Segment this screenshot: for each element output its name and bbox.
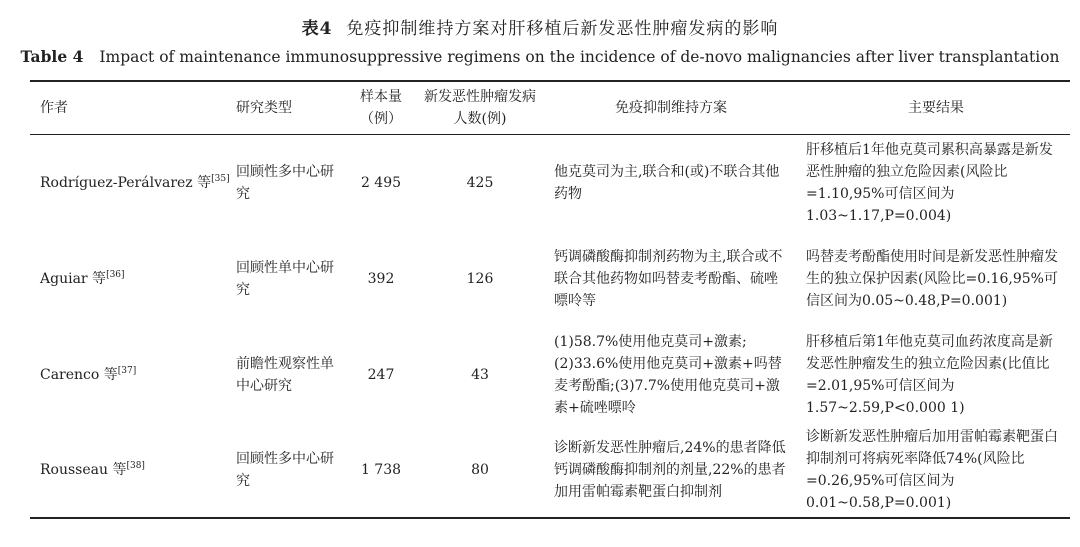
cell-results: 肝移植后1年他克莫司累积高暴露是新发恶性肿瘤的独立危险因素(风险比=1.10,95%可信区间为1.03~1.17,P=0.004) [806,142,1053,224]
cell-sample-size: 2 495 [360,175,402,191]
citation-ref: [38] [126,461,145,471]
cell-study-type: 前瞻性观察性单中心研究 [236,356,334,394]
header-regimen: 免疫抑制维持方案 [615,100,727,116]
table-caption-english: Impact of maintenance immunosuppressive regimens on the incidence of de-novo malignancies after liver transplantation [99,48,1060,66]
table-label-chinese: 表4 [301,19,333,39]
cell-regimen: 诊断新发恶性肿瘤后,24%的患者降低钙调磷酸酶抑制剂的剂量,22%的患者加用雷帕霉素靶蛋白抑制剂 [554,440,786,500]
cell-new-cases: 425 [466,175,494,191]
cell-study-type: 回顾性多中心研究 [236,451,334,489]
cell-results: 诊断新发恶性肿瘤后加用雷帕霉素靶蛋白抑制剂可将病死率降低74%(风险比=0.26,95%可信区间为0.01~0.58,P=0.001) [806,429,1058,511]
table-row [30,327,1070,423]
cell-study-type: 回顾性多中心研究 [236,164,334,202]
cell-study-type: 回顾性单中心研究 [236,260,334,298]
header-author: 作者 [40,100,68,116]
cell-author: Rodríguez-Perálvarez 等[35] [40,174,230,191]
table-row [30,231,1070,327]
citation-ref: [36] [106,270,125,280]
header-results: 主要结果 [908,100,964,116]
results-table [30,80,1070,519]
table-header-row [30,81,1070,135]
header-sample-size: 样本量（例） [360,89,402,127]
cell-results: 吗替麦考酚酯使用时间是新发恶性肿瘤发生的独立保护因素(风险比=0.16,95%可信区间为0.05~0.48,P=0.001) [806,249,1058,309]
header-new-cases: 新发恶性肿瘤发病人数(例) [424,89,536,127]
cell-sample-size: 247 [367,367,395,383]
table-label-english: Table 4 [20,47,84,66]
cell-author: Rousseau 等[38] [40,461,145,478]
cell-author: Carenco 等[37] [40,366,137,383]
table-title-english [0,47,1080,66]
table-row [30,135,1070,232]
cell-new-cases: 80 [471,462,489,478]
cell-new-cases: 43 [471,367,489,383]
cell-regimen: (1)58.7%使用他克莫司+激素;(2)33.6%使用他克莫司+激素+吗替麦考酚酯;(3)7.7%使用他克莫司+激素+硫唑嘌呤 [554,334,782,416]
cell-new-cases: 126 [466,271,494,287]
cell-regimen: 他克莫司为主,联合和(或)不联合其他药物 [554,164,780,202]
cell-author: Aguiar 等[36] [40,270,125,287]
cell-results: 肝移植后第1年他克莫司血药浓度高是新发恶性肿瘤发生的独立危险因素(比值比=2.01,95%可信区间为1.57~2.59,P<0.000 1) [806,334,1053,416]
cell-sample-size: 1 738 [360,462,402,478]
cell-regimen: 钙调磷酸酶抑制剂药物为主,联合或不联合其他药物如吗替麦考酚酯、硫唑嘌呤等 [554,249,783,309]
citation-ref: [37] [117,366,137,376]
header-study-type: 研究类型 [236,100,292,116]
table-title-chinese [0,14,1080,39]
cell-sample-size: 392 [367,271,395,287]
citation-ref: [35] [211,174,230,184]
table-caption-chinese: 免疫抑制维持方案对肝移植后新发恶性肿瘤发病的影响 [346,19,779,39]
table-row [30,423,1070,518]
